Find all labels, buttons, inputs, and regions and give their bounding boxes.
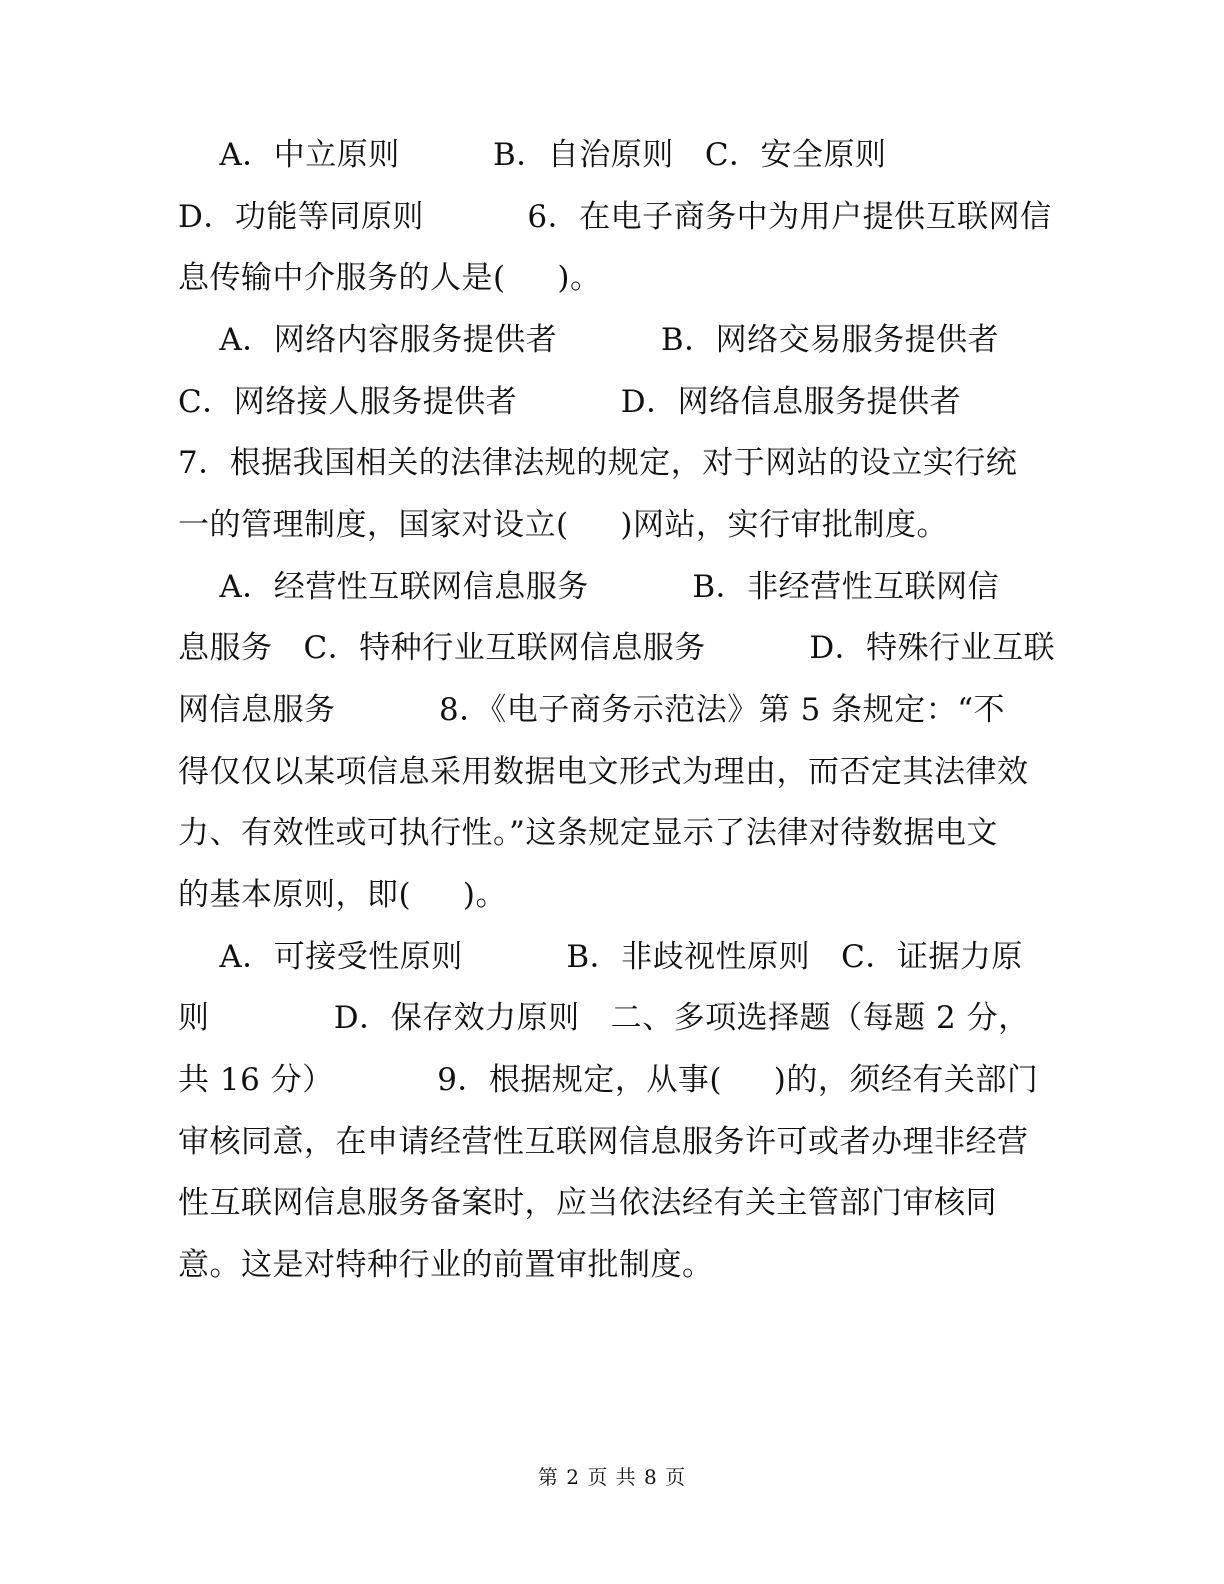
page-number-footer: 第 2 页 共 8 页 bbox=[537, 1465, 687, 1489]
text-line: 息传输中介服务的人是( )。 bbox=[178, 260, 602, 296]
text-line: A．可接受性原则 B．非歧视性原则 C．证据力原 bbox=[178, 939, 1023, 975]
text-line: D．功能等同原则 6．在电子商务中为用户提供互联网信 bbox=[178, 199, 1052, 235]
text-line: 的基本原则，即( )。 bbox=[178, 877, 507, 913]
text-line: 息服务 C．特种行业互联网信息服务 D．特殊行业互联 bbox=[178, 630, 1056, 666]
text-line: A．经营性互联网信息服务 B．非经营性互联网信 bbox=[178, 569, 1000, 605]
text-line: A．网络内容服务提供者 B．网络交易服务提供者 bbox=[178, 322, 1000, 358]
text-line: 性互联网信息服务备案时，应当依法经有关主管部门审核同 bbox=[178, 1185, 997, 1221]
text-line: 网信息服务 8．《电子商务示范法》第 5 条规定：“不 bbox=[178, 692, 1006, 728]
text-line: 审核同意，在申请经营性互联网信息服务许可或者办理非经营 bbox=[178, 1124, 1029, 1160]
text-line: 共 16 分） 9．根据规定，从事( )的，须经有关部门 bbox=[178, 1062, 1039, 1098]
text-line: 7．根据我国相关的法律法规的规定，对于网站的设立实行统 bbox=[178, 445, 1018, 481]
text-line: 力、有效性或可执行性。”这条规定显示了法律对待数据电文 bbox=[178, 815, 998, 851]
text-line: C．网络接人服务提供者 D．网络信息服务提供者 bbox=[178, 384, 962, 420]
text-line: A．中立原则 B．自治原则 C．安全原则 bbox=[178, 137, 887, 173]
text-line: 一的管理制度，国家对设立( )网站，实行审批制度。 bbox=[178, 507, 948, 543]
text-line: 则 D．保存效力原则 二、多项选择题（每题 2 分， bbox=[178, 1000, 1030, 1036]
text-line: 得仅仅以某项信息采用数据电文形式为理由，而否定其法律效 bbox=[178, 754, 1029, 790]
text-line: 意。这是对特种行业的前置审批制度。 bbox=[178, 1247, 714, 1283]
